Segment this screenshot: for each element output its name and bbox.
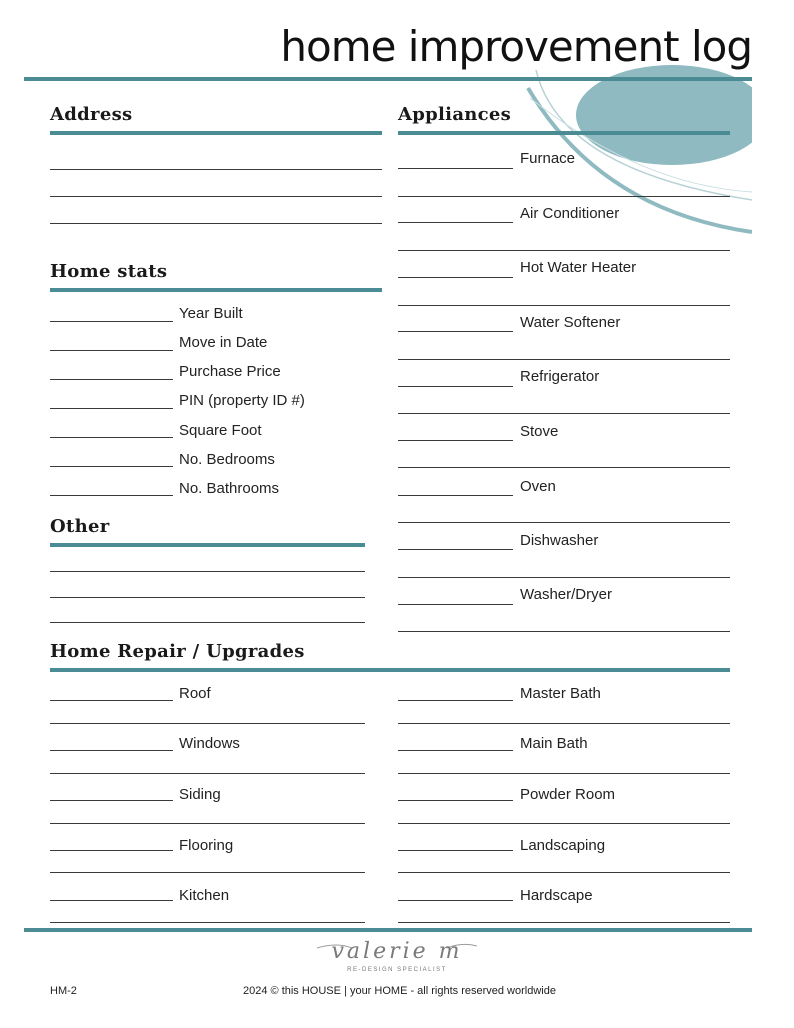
refrigerator-notes-line[interactable]: [398, 413, 730, 414]
square-foot-label: Square Foot: [179, 422, 262, 439]
water-softener-notes-line[interactable]: [398, 359, 730, 360]
master-bath-notes-line[interactable]: [398, 723, 730, 724]
master-bath-label: Master Bath: [520, 685, 601, 702]
refrigerator-blank[interactable]: [398, 386, 513, 387]
stove-label: Stove: [520, 423, 559, 440]
home-stats-heading: Home stats: [50, 261, 168, 282]
top-divider: [24, 77, 752, 81]
bathrooms-blank[interactable]: [50, 495, 173, 496]
air-conditioner-label: Air Conditioner: [520, 205, 620, 222]
siding-blank[interactable]: [50, 800, 173, 801]
roof-notes-line[interactable]: [50, 723, 365, 724]
page-code: HM-2: [50, 985, 77, 997]
address-line[interactable]: [50, 169, 382, 170]
oven-blank[interactable]: [398, 495, 513, 496]
bottom-divider: [24, 928, 752, 932]
refrigerator-label: Refrigerator: [520, 368, 600, 385]
air-conditioner-notes-line[interactable]: [398, 250, 730, 251]
other-line[interactable]: [50, 622, 365, 623]
other-heading-rule: [50, 543, 365, 547]
siding-label: Siding: [179, 786, 221, 803]
main-bath-blank[interactable]: [398, 750, 513, 751]
washer-dryer-blank[interactable]: [398, 604, 513, 605]
landscaping-notes-line[interactable]: [398, 872, 730, 873]
furnace-notes-line[interactable]: [398, 196, 730, 197]
dishwasher-blank[interactable]: [398, 549, 513, 550]
pin-label: PIN (property ID #): [179, 392, 305, 409]
dishwasher-label: Dishwasher: [520, 532, 599, 549]
main-bath-notes-line[interactable]: [398, 773, 730, 774]
master-bath-blank[interactable]: [398, 700, 513, 701]
hardscape-notes-line[interactable]: [398, 922, 730, 923]
hot-water-heater-blank[interactable]: [398, 277, 513, 278]
kitchen-label: Kitchen: [179, 887, 230, 904]
appliances-heading-rule: [398, 131, 730, 135]
water-softener-blank[interactable]: [398, 331, 513, 332]
home-stats-heading-rule: [50, 288, 382, 292]
flooring-blank[interactable]: [50, 850, 173, 851]
stove-notes-line[interactable]: [398, 467, 730, 468]
other-line[interactable]: [50, 571, 365, 572]
windows-blank[interactable]: [50, 750, 173, 751]
kitchen-blank[interactable]: [50, 900, 173, 901]
address-line[interactable]: [50, 196, 382, 197]
windows-notes-line[interactable]: [50, 773, 365, 774]
oven-notes-line[interactable]: [398, 522, 730, 523]
hot-water-heater-notes-line[interactable]: [398, 305, 730, 306]
bedrooms-label: No. Bedrooms: [179, 451, 275, 468]
bedrooms-blank[interactable]: [50, 466, 173, 467]
powder-room-notes-line[interactable]: [398, 823, 730, 824]
logo-name: valerie m: [331, 939, 463, 964]
page-title: home improvement log: [280, 22, 752, 71]
furnace-blank[interactable]: [398, 168, 513, 169]
purchase-price-blank[interactable]: [50, 379, 173, 380]
kitchen-notes-line[interactable]: [50, 922, 365, 923]
hardscape-blank[interactable]: [398, 900, 513, 901]
copyright-text: 2024 © this HOUSE | your HOME - all rights reserved worldwide: [243, 985, 556, 997]
landscaping-label: Landscaping: [520, 837, 606, 854]
square-foot-blank[interactable]: [50, 437, 173, 438]
bathrooms-label: No. Bathrooms: [179, 480, 280, 497]
flooring-notes-line[interactable]: [50, 872, 365, 873]
logo-tagline: RE-DESIGN SPECIALIST: [347, 967, 447, 973]
furnace-label: Furnace: [520, 150, 576, 167]
air-conditioner-blank[interactable]: [398, 222, 513, 223]
washer-dryer-notes-line[interactable]: [398, 631, 730, 632]
move-in-date-blank[interactable]: [50, 350, 173, 351]
stove-blank[interactable]: [398, 440, 513, 441]
landscaping-blank[interactable]: [398, 850, 513, 851]
other-heading: Other: [50, 516, 110, 537]
repair-heading: Home Repair / Upgrades: [50, 641, 305, 662]
windows-label: Windows: [179, 735, 240, 752]
purchase-price-label: Purchase Price: [179, 363, 281, 380]
water-softener-label: Water Softener: [520, 314, 621, 331]
other-line[interactable]: [50, 597, 365, 598]
brand-logo: [297, 936, 497, 980]
appliances-heading: Appliances: [398, 104, 512, 125]
dishwasher-notes-line[interactable]: [398, 577, 730, 578]
repair-heading-rule: [50, 668, 730, 672]
siding-notes-line[interactable]: [50, 823, 365, 824]
oven-label: Oven: [520, 478, 556, 495]
main-bath-label: Main Bath: [520, 735, 588, 752]
year-built-blank[interactable]: [50, 321, 173, 322]
hot-water-heater-label: Hot Water Heater: [520, 259, 637, 276]
washer-dryer-label: Washer/Dryer: [520, 586, 612, 603]
roof-label: Roof: [179, 685, 211, 702]
powder-room-blank[interactable]: [398, 800, 513, 801]
address-heading-rule: [50, 131, 382, 135]
roof-blank[interactable]: [50, 700, 173, 701]
pin-blank[interactable]: [50, 408, 173, 409]
flooring-label: Flooring: [179, 837, 234, 854]
hardscape-label: Hardscape: [520, 887, 593, 904]
address-line[interactable]: [50, 223, 382, 224]
powder-room-label: Powder Room: [520, 786, 616, 803]
move-in-date-label: Move in Date: [179, 334, 268, 351]
year-built-label: Year Built: [179, 305, 243, 322]
address-heading: Address: [50, 104, 133, 125]
